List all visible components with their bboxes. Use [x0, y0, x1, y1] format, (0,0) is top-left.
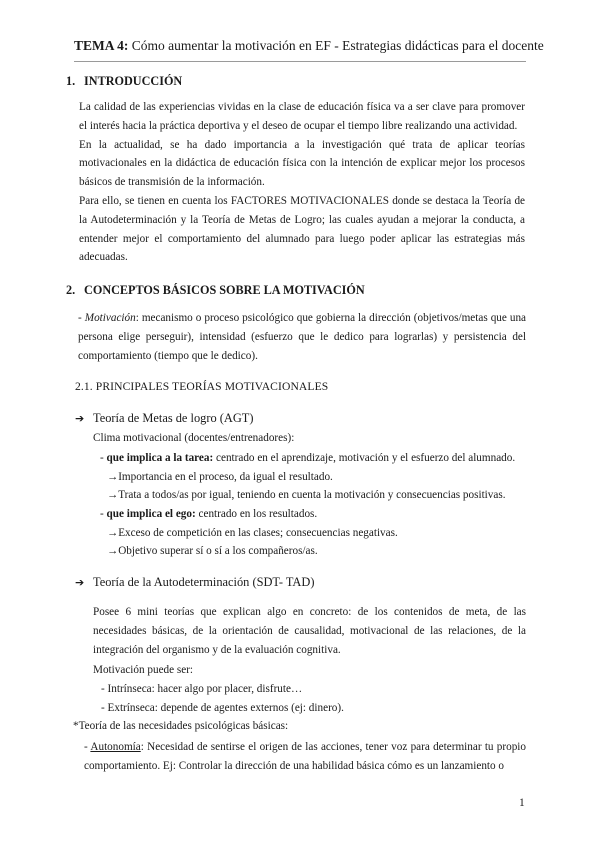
tarea-label: que implica a la tarea: [106, 452, 214, 464]
definition-term: Motivación [84, 312, 136, 324]
ego-text: centrado en los resultados. [195, 508, 318, 520]
ego-label: que implica el ego: [106, 508, 196, 520]
intro-paragraph-2: En la actualidad, se ha dado importancia a la investigación qué trata de aplicar teorías motivacionales en la didáctica de educación física con la intención de explicar mejor los procesos básicos de transmisión de la información. [79, 138, 525, 189]
section-2-number: 2. [66, 283, 76, 297]
ego-sub-1: →Exceso de competición en las clases; consecuencias negativas. [107, 527, 398, 539]
clima-motivacional: Clima motivacional (docentes/entrenadores): [93, 432, 295, 444]
extrinseca-item: - Extrínseca: depende de agentes externos (ej: dinero). [101, 702, 344, 714]
agt-title: Teoría de Metas de logro (AGT) [93, 411, 254, 425]
sdt-intro: Posee 6 mini teorías que explican algo en concreto: de los contenidos de meta, de las necesidades básicas, de la orientación de causalidad, motivacional de las relaciones, de la integración del organismo y de la evaluación cognitiva. [93, 606, 526, 656]
section-2-title: CONCEPTOS BÁSICOS SOBRE LA MOTIVACIÓN [84, 283, 365, 297]
header-divider [74, 61, 526, 62]
tarea-dash: - [100, 452, 104, 464]
autonomia-item [84, 738, 526, 776]
motivacion-definition [78, 309, 526, 365]
ego-item [100, 506, 317, 522]
sdt-heading [75, 574, 314, 591]
ego-sub-2: →Objetivo superar sí o sí a los compañeros/as. [107, 545, 318, 557]
tema-label: TEMA 4: [74, 38, 129, 53]
autonomia-dash: - [84, 741, 88, 753]
motivacion-puede-ser: Motivación puede ser: [93, 664, 194, 676]
tema-title: Cómo aumentar la motivación en EF - Estrategias didácticas para el docente [131, 38, 544, 53]
tarea-sub-2: →Trata a todos/as por igual, teniendo en cuenta la motivación y consecuencias positivas. [107, 489, 506, 501]
subsection-2-1-heading: 2.1. PRINCIPALES TEORÍAS MOTIVACIONALES [75, 380, 329, 393]
necesidades-heading: *Teoría de las necesidades psicológicas básicas: [73, 720, 289, 732]
section-1-heading [66, 73, 182, 89]
section-1-number: 1. [66, 74, 76, 88]
page-header [74, 38, 544, 54]
intrinseca-item: - Intrínseca: hacer algo por placer, disfrute… [101, 683, 303, 695]
agt-heading [75, 410, 254, 427]
section-1-body [79, 98, 525, 267]
section-2-heading [66, 282, 365, 298]
sdt-title: Teoría de la Autodeterminación (SDT- TAD) [93, 575, 315, 589]
tarea-item [100, 450, 515, 466]
intro-paragraph-3: Para ello, se tienen en cuenta los FACTORES MOTIVACIONALES donde se destaca la Teoría de la Autodeterminación y la Teoría de Metas de Logro; las cuales ayudan a mejorar la conducta, a entender mejor el comportamiento del alumnado para luego poder aplicar las estrategias más adecuadas. [79, 194, 525, 264]
definition-text: : mecanismo o proceso psicológico que gobierna la dirección (objetivos/metas que una persona elige perseguir), intensidad (esfuerzo que le dedico para lograrlas) y persistencia del comportamiento (tiempo que le dedico). [78, 312, 527, 362]
intro-paragraph-1: La calidad de las experiencias vividas en la clase de educación física va a ser clave para promover el interés hacia la práctica deportiva y el deseo de ocupar el tiempo libre realizando una actividad. [79, 101, 525, 132]
definition-dash: - [78, 312, 82, 324]
tarea-sub-1: →Importancia en el proceso, da igual el resultado. [107, 471, 333, 483]
autonomia-text: : Necesidad de sentirse el origen de las acciones, tener voz para determinar tu propio comportamiento. Ej: Controlar la dirección de una habilidad básica cómo es un lanzamiento o [84, 741, 526, 772]
tarea-text: centrado en el aprendizaje, motivación y el esfuerzo del alumnado. [213, 452, 516, 464]
page-number: 1 [519, 797, 525, 809]
ego-dash: - [100, 508, 104, 520]
autonomia-term: Autonomía [90, 741, 141, 753]
arrow-right-icon: ➔ [75, 412, 85, 425]
section-1-title: INTRODUCCIÓN [84, 74, 183, 88]
arrow-right-icon: ➔ [75, 576, 85, 589]
